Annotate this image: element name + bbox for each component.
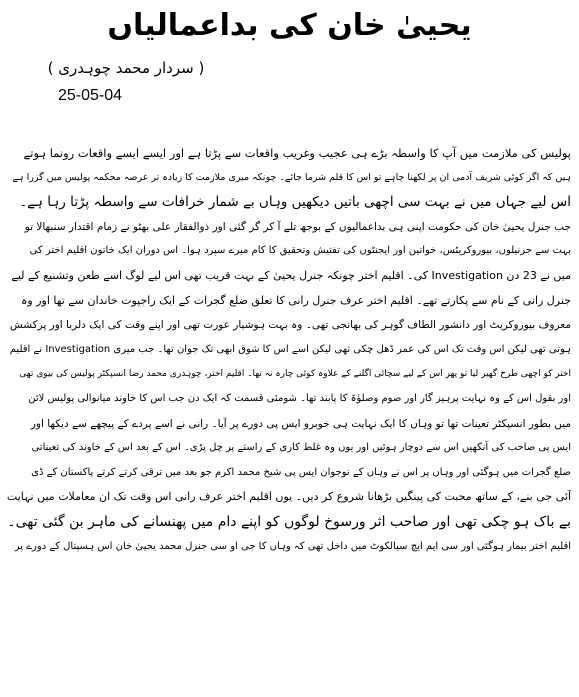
- body-line: جنرل رانی کے نام سے پکارتے تھے۔ اقلیم اختر عرف جنرل رانی کا تعلق ضلع گجرات کے ایک راجپوت خاندان سے تھا اور وہ: [20, 293, 571, 307]
- body-line: اختر کو اچھی طرح گھیر لیا تو پھر اس کے لیے سچائی اگلنے کے علاوہ کوئی چارہ نہ تھا۔ اقلیم اختر، چوہدری محمد رضا انسپکٹر پولیس کی بیوی تھی: [19, 369, 571, 380]
- body-line: اقلیم اختر بیمار ہوگئی اور سی ایم ایچ سیالکوٹ میں داخل تھی کہ وہاں کا جی او سی جنرل محمد یحییٰ خان اس ہسپتال کے دورے پر: [14, 540, 571, 552]
- body-line: بہت سے جرنیلوں، بیوروکریٹس، خواتین اور ایجنٹوں کی تفتیش وتحقیق کا کام میرے سپرد ہوا۔ اس دوران ایک خاتون اقلیم اختر کی: [29, 245, 571, 257]
- body-line: جب جنرل یحییٰ خان کی حکومت اپنی ہی بداعمالیوں کے بوجھ تلے آ کر گر گئی اور ذوالفقار علی بھٹو نے زمام اقتدار سنبھالا تو: [24, 220, 571, 233]
- body-line: اور بقول اس کے وہ نہایت پرہیز گار اور صوم وصلوٰۃ کا پابند تھا۔ شومئی قسمت کہ ایک دن جب اس کا خاوند میانوالی پولیس لائن: [28, 392, 571, 404]
- body-line: ضلع گجرات میں ہوگئی اور وہاں پر اس نے وہاں کے نوجوان ایس پی شیخ محمد اکرم جو بعد میں ترقی کرتے کرتے پاکستان کے ڈی: [31, 466, 571, 478]
- body-line: ایس پی صاحب کی آنکھیں اس سے دوچار ہوئیں اور یوں وہ غلط کاری کے راستے پر چل پڑی۔ اس کے بعد اس کے خاوند کی تعیناتی: [31, 442, 571, 454]
- publish-date: 25-05-04: [58, 87, 123, 104]
- body-line: اس لیے جہاں میں نے بہت سی اچھی باتیں دیکھیں وہاں بے شمار خرافات سے واسطہ پڑتا رہا ہے۔: [19, 194, 571, 211]
- article-title: یحییٰ خان کی بداعمالیاں: [107, 8, 472, 43]
- body-line: معروف بیوروکریٹ اور دانشور الطاف گوہر کی بھانجی تھی۔ وہ بہت ہوشیار عورت تھی اور اپنے وقت کی ایک دلربا اور پرکشش: [9, 319, 571, 332]
- body-line: ہوتی تھی لیکن اس وقت تک اس کی عمر ڈھل چکی تھی لیکن اسے اس کا شوق ابھی تک جوان تھا۔ جب میری Investigation نے اقلیم: [9, 343, 571, 355]
- body-line: ہیں کہ اگر کوئی شریف آدمی ان پر لکھنا چاہے تو اس کا قلم شرما جائے۔ چونکہ میری ملازمت کا زیادہ تر عرصہ محکمہ پولیس میں گزرا ہے: [12, 171, 571, 183]
- body-line: میں نے 23 دن Investigation کی۔ اقلیم اختر چونکہ جنرل یحییٰ کے بہت قریب تھی اس لیے لوگ اسے طعن وتشنیع کے لیے: [11, 268, 571, 282]
- body-line: پولیس کی ملازمت میں آپ کا واسطہ بڑے ہی عجیب وغریب واقعات سے پڑتا ہے اور ایسے ایسے واقعات رونما ہوتے: [23, 146, 571, 160]
- author-byline: ( سردار محمد چوہدری ): [47, 59, 205, 77]
- body-line: آئی جی بنے، کے ساتھ محبت کی پینگیں بڑھانا شروع کر دیں۔ یوں اقلیم اختر عرف رانی اس وقت تک ان معاملات میں نہایت: [6, 490, 571, 504]
- article-body: [6, 141, 571, 559]
- body-line: میں بطور انسپکٹر تعینات تھا تو وہاں کا ایک نہایت ہی خوبرو ایس پی دورے پر آیا۔ رانی نے اسے پردے کے پیچھے سے دیکھا اور: [30, 417, 571, 430]
- body-line: بے باک ہو چکی تھی اور صاحب اثر ورسوخ لوگوں کو اپنے دام میں پھنسانے کی ماہر بن گئی تھی۔: [7, 513, 571, 530]
